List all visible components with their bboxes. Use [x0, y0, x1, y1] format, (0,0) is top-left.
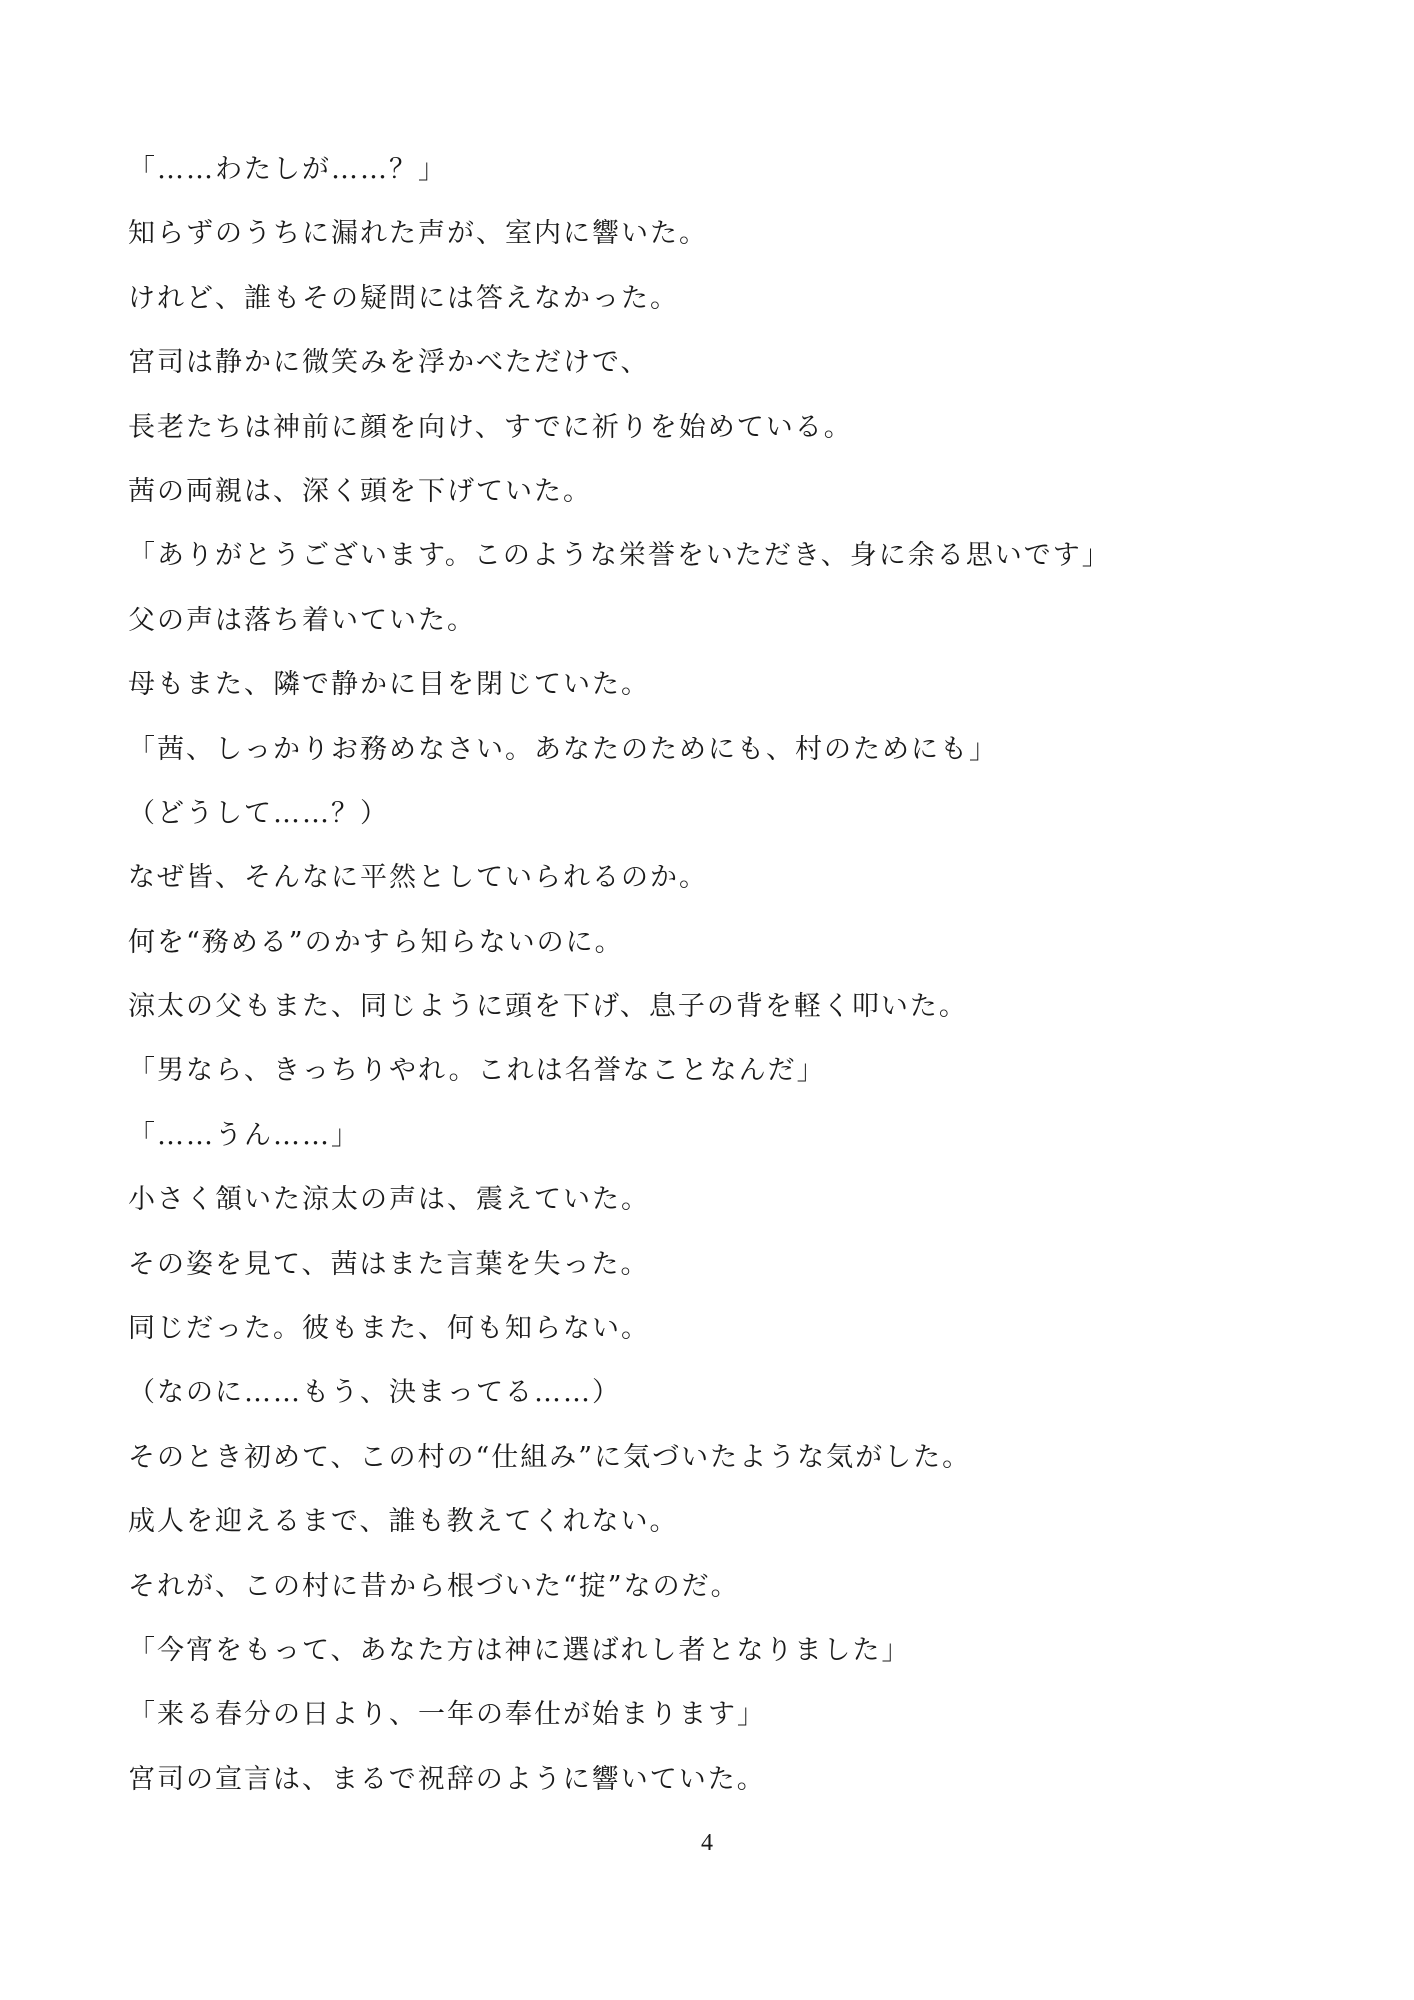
text-line: 「来る春分の日より、一年の奉仕が始まります」: [128, 1699, 766, 1731]
text-line: けれど、誰もその疑問には答えなかった。: [128, 282, 679, 314]
text-line: 「今宵をもって、あなた方は神に選ばれし者となりました」: [128, 1634, 911, 1666]
text-line: 「男なら、きっちりやれ。これは名誉なことなんだ」: [128, 1055, 826, 1087]
text-line: 小さく頷いた涼太の声は、震えていた。: [128, 1184, 650, 1216]
text-line: そのとき初めて、この村の“仕組み”に気づいたような気がした。: [128, 1441, 972, 1473]
text-line: それが、この村に昔から根づいた“掟”なのだ。: [128, 1570, 740, 1602]
text-line: 茜の両親は、深く頭を下げていた。: [128, 475, 592, 507]
text-line: 涼太の父もまた、同じように頭を下げ、息子の背を軽く叩いた。: [128, 991, 968, 1023]
text-line: その姿を見て、茜はまた言葉を失った。: [128, 1248, 650, 1280]
text-line: 母もまた、隣で静かに目を閉じていた。: [128, 669, 650, 701]
text-line: 何を“務める”のかすら知らないのに。: [128, 926, 624, 958]
text-line: 長老たちは神前に顔を向け、すでに祈りを始めている。: [128, 411, 853, 443]
text-line: なぜ皆、そんなに平然としていられるのか。: [128, 862, 708, 894]
text-line: 宮司の宣言は、まるで祝辞のように響いていた。: [128, 1763, 766, 1795]
text-line: 「……わたしが……？」: [128, 154, 447, 185]
text-line: （なのに……もう、決まってる……）: [128, 1377, 621, 1409]
text-line: 成人を迎えるまで、誰も教えてくれない。: [128, 1506, 679, 1538]
text-line: 「……うん……」: [128, 1119, 360, 1151]
text-line: （どうして……？）: [128, 797, 389, 829]
text-line: 宮司は静かに微笑みを浮かべただけで、: [128, 347, 650, 379]
text-line: 知らずのうちに漏れた声が、室内に響いた。: [128, 218, 708, 250]
text-line: 同じだった。彼もまた、何も知らない。: [128, 1313, 650, 1345]
text-line: 父の声は落ち着いていた。: [128, 604, 476, 636]
body-text: [128, 138, 1308, 1812]
page-number: 4: [701, 1830, 713, 1856]
text-line: 「茜、しっかりお務めなさい。あなたのためにも、村のためにも」: [128, 733, 998, 765]
text-line: 「ありがとうございます。このような栄誉をいただき、身に余る思いです」: [128, 540, 1111, 572]
